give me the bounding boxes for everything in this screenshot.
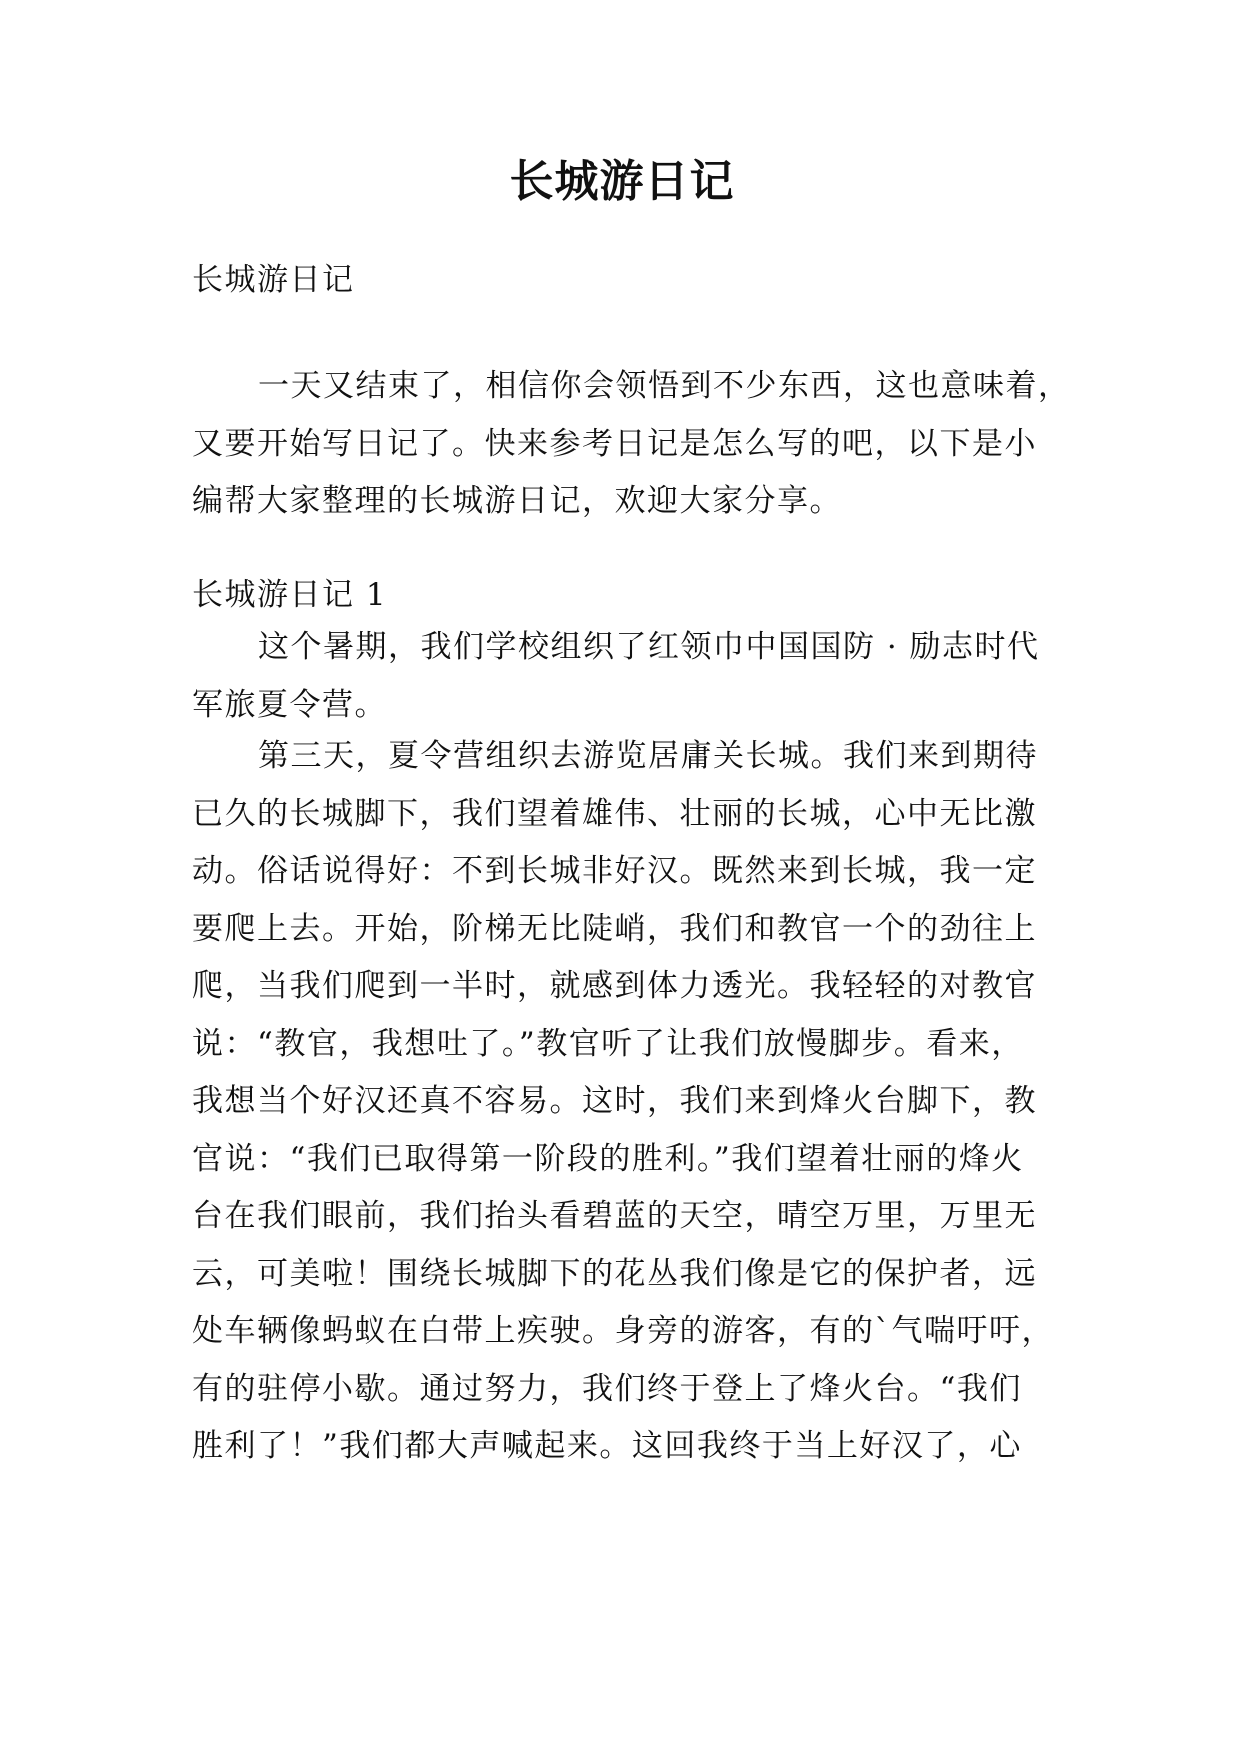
paragraph-line: 已久的长城脚下，我们望着雄伟、壮丽的长城，心中无比激 (192, 795, 1037, 832)
paragraph-1 (192, 619, 1052, 734)
subtitle-text: 长城游日记 (192, 262, 355, 298)
intro-line: 一天又结束了，相信你会领悟到不少东西，这也意味着， (258, 368, 1071, 404)
paragraph-line: 说：“教官，我想吐了。”教官听了让我们放慢脚步。看来， (192, 1025, 1024, 1062)
paragraph-line: 这个暑期，我们学校组织了红领巾中国国防 · 励志时代 (258, 629, 1040, 665)
paragraph-line: 军旅夏令营。 (192, 686, 387, 723)
paragraph-line: 要爬上去。开始，阶梯无比陡峭，我们和教官一个的劲往上 (192, 910, 1037, 947)
intro-line: 编帮大家整理的长城游日记，欢迎大家分享。 (192, 483, 842, 519)
section-heading (192, 567, 1052, 625)
section-heading-text: 长城游日记 1 (192, 577, 388, 613)
paragraph-line: 第三天，夏令营组织去游览居庸关长城。我们来到期待 (258, 738, 1038, 774)
paragraph-line: 我想当个好汉还真不容易。这时，我们来到烽火台脚下，教 (192, 1083, 1037, 1119)
paragraph-line: 有的驻停小歇。通过努力，我们终于登上了烽火台。“我们 (192, 1370, 1022, 1407)
paragraph-line: 动。俗话说得好：不到长城非好汉。既然来到长城，我一定 (192, 853, 1037, 889)
paragraph-line: 爬，当我们爬到一半时，就感到体力透光。我轻轻的对教官 (192, 968, 1037, 1004)
document-title: 长城游日记 (509, 156, 735, 207)
paragraph-line: 胜利了！”我们都大声喊起来。这回我终于当上好汉了，心 (192, 1428, 1022, 1464)
document-subtitle (192, 252, 1052, 310)
paragraph-line: 处车辆像蚂蚁在白带上疾驶。身旁的游客，有的`气喘吁吁， (192, 1313, 1054, 1349)
paragraph-line: 云，可美啦！围绕长城脚下的花丛我们像是它的保护者，远 (192, 1255, 1037, 1292)
paragraph-2 (192, 728, 1052, 1476)
intro-paragraph (192, 358, 1071, 531)
paragraph-line: 台在我们眼前，我们抬头看碧蓝的天空，晴空万里，万里无 (192, 1198, 1037, 1234)
intro-line: 又要开始写日记了。快来参考日记是怎么写的吧，以下是小 (192, 425, 1037, 462)
paragraph-line: 官说：“我们已取得第一阶段的胜利。”我们望着壮丽的烽火 (192, 1140, 1024, 1177)
